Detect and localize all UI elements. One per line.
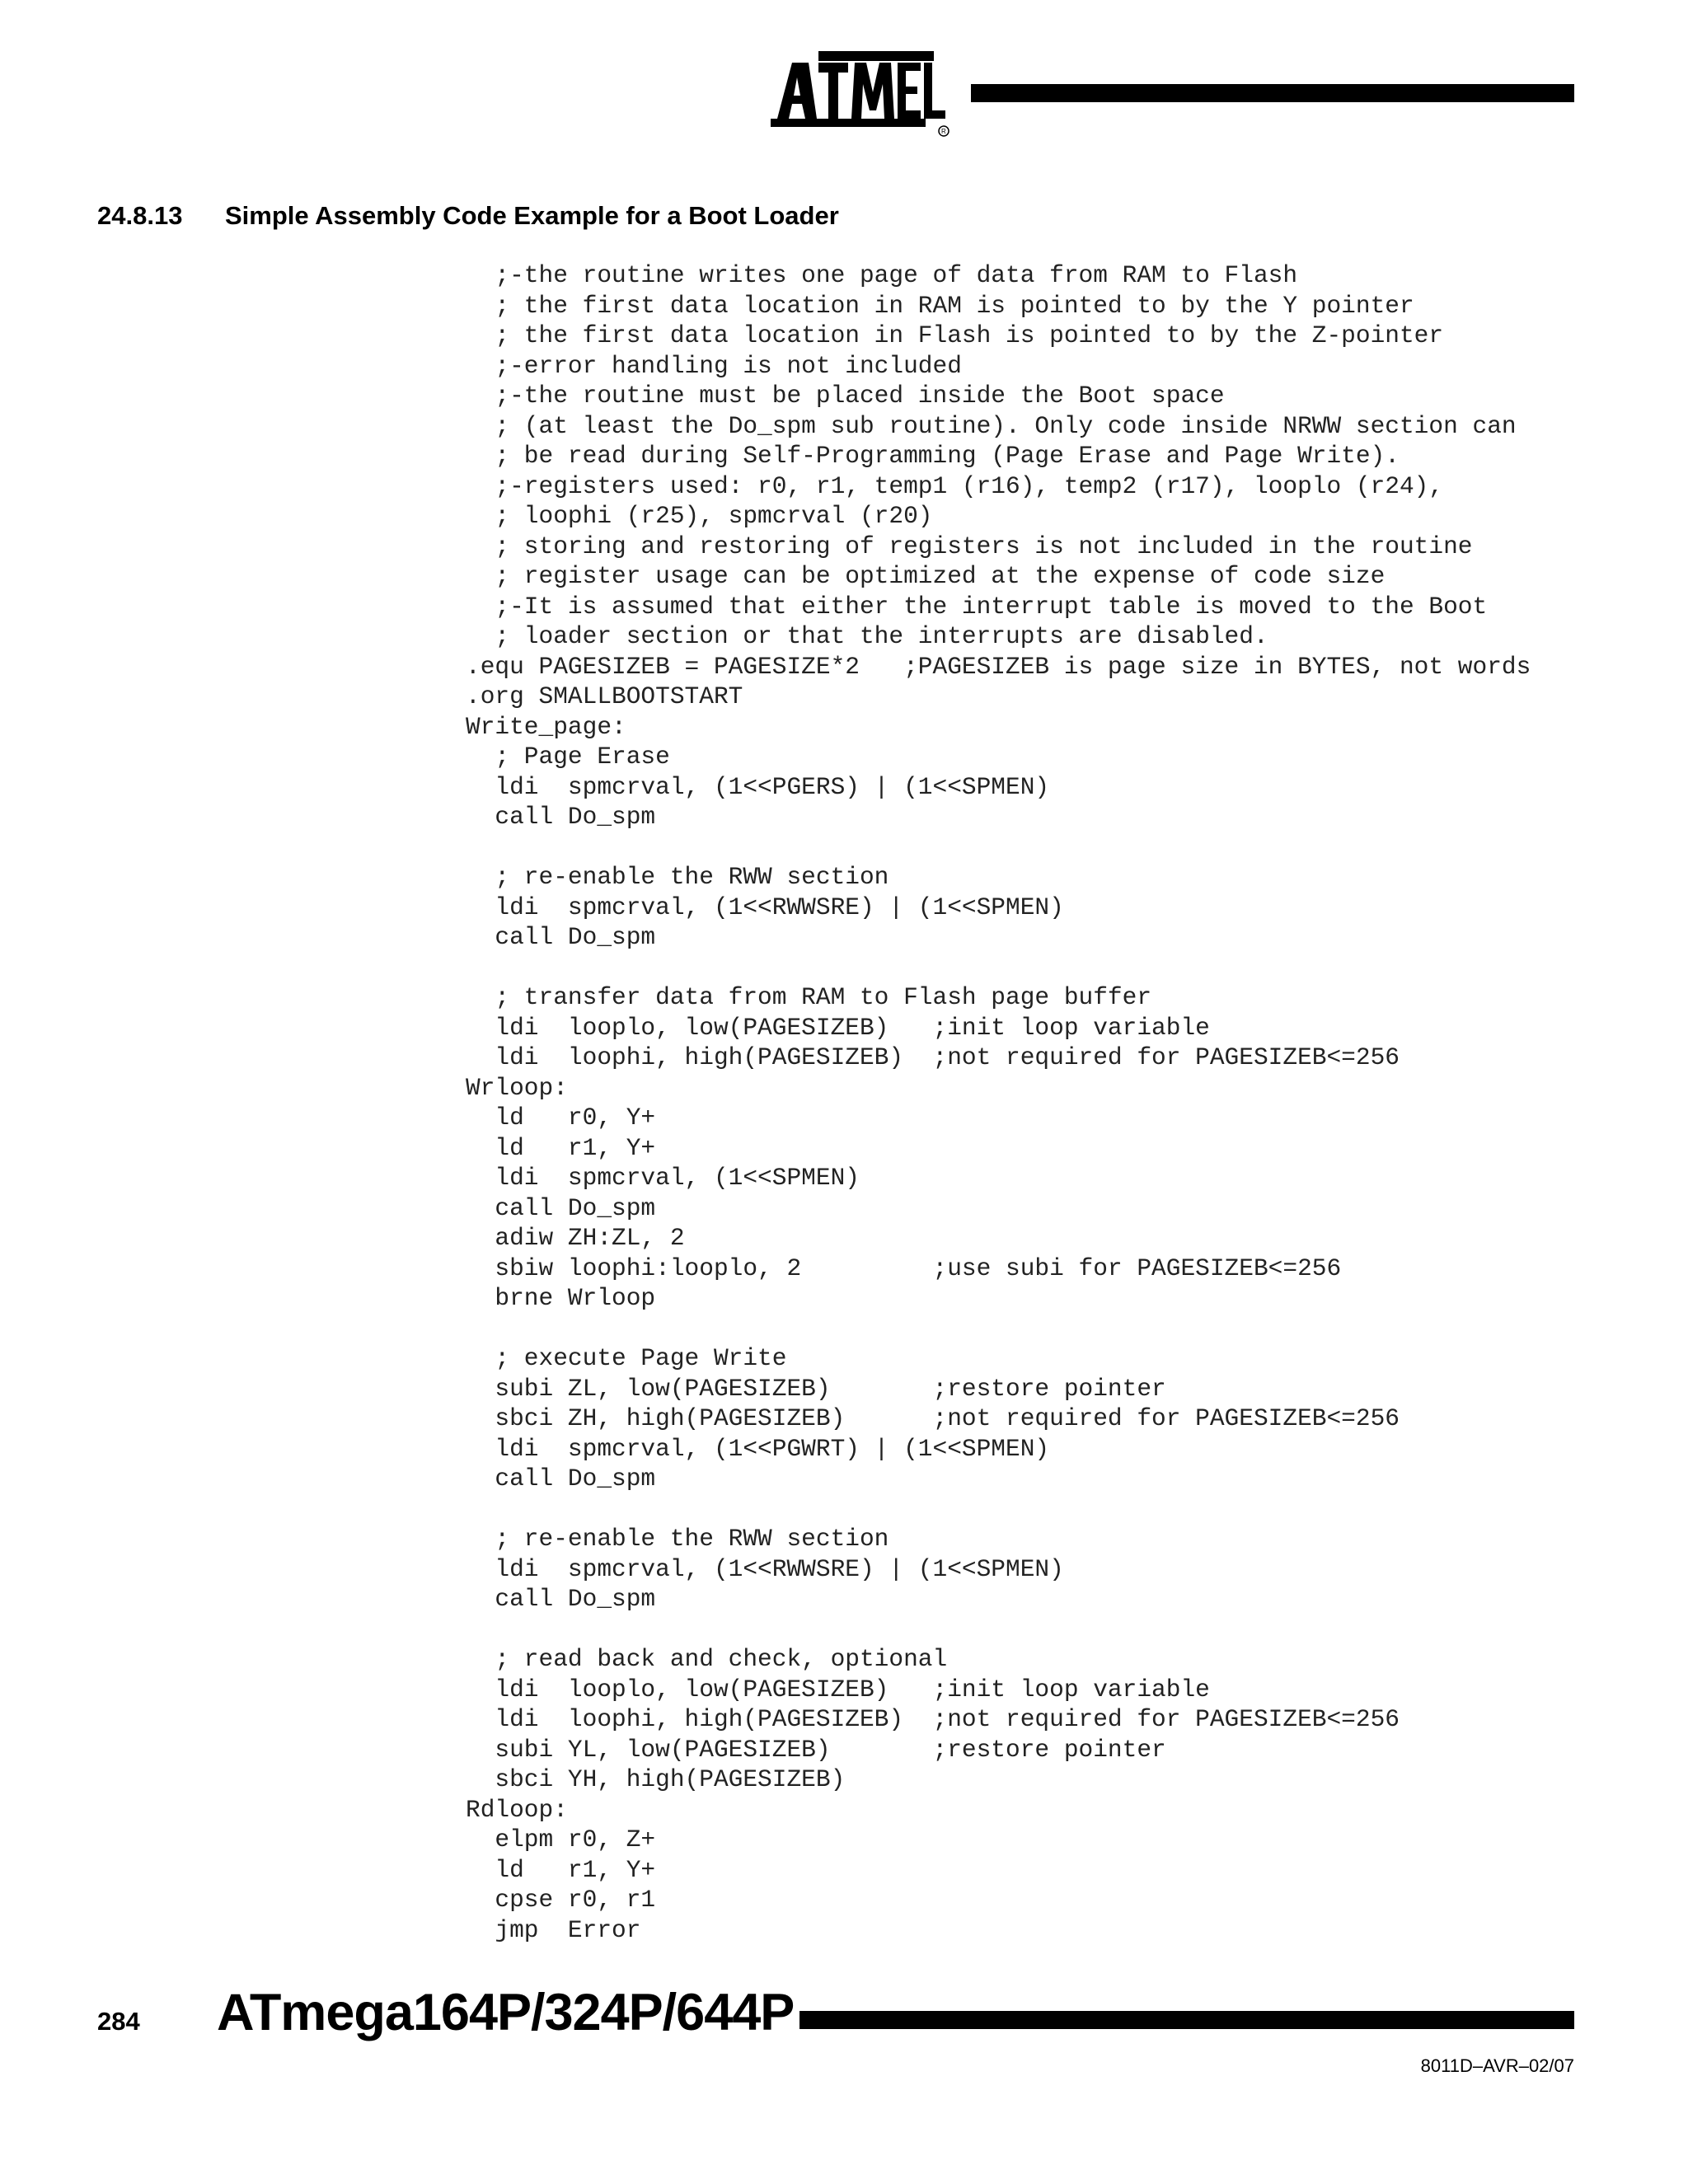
code-line xyxy=(466,1494,1531,1525)
assembly-code-block xyxy=(466,260,1531,1945)
code-line: ; (at least the Do_spm sub routine). Only code inside NRWW section can xyxy=(466,411,1517,440)
code-line: ldi loophi, high(PAGESIZEB) ;not required for PAGESIZEB<=256 xyxy=(466,1043,1400,1071)
code-line: ;-error handling is not included xyxy=(466,351,962,380)
code-line: ; loader section or that the interrupts are disabled. xyxy=(466,622,1268,650)
code-line: ; the first data location in Flash is pointed to by the Z-pointer xyxy=(466,321,1444,349)
code-line: ld r0, Y+ xyxy=(466,1104,656,1132)
code-line: elpm r0, Z+ xyxy=(466,1825,656,1854)
code-line: sbci ZH, high(PAGESIZEB) ;not required for PAGESIZEB<=256 xyxy=(466,1404,1400,1432)
code-line xyxy=(466,1314,1531,1344)
svg-text:R: R xyxy=(941,128,946,135)
code-line: call Do_spm xyxy=(466,923,656,951)
code-line: brne Wrloop xyxy=(466,1284,656,1312)
code-line: ldi spmcrval, (1<<PGERS) | (1<<SPMEN) xyxy=(466,772,1050,801)
code-line: jmp Error xyxy=(466,1915,641,1944)
code-line: ldi spmcrval, (1<<PGWRT) | (1<<SPMEN) xyxy=(466,1434,1050,1463)
code-line: Write_page: xyxy=(466,712,626,741)
code-line: subi YL, low(PAGESIZEB) ;restore pointer xyxy=(466,1735,1166,1764)
code-line: ; Page Erase xyxy=(466,743,670,771)
code-line: .org SMALLBOOTSTART xyxy=(466,682,743,710)
code-line: cpse r0, r1 xyxy=(466,1886,656,1914)
footer-rule xyxy=(799,2011,1574,2029)
code-line: ld r1, Y+ xyxy=(466,1133,656,1162)
code-line xyxy=(466,832,1531,863)
code-line: adiw ZH:ZL, 2 xyxy=(466,1224,685,1252)
code-line: ; the first data location in RAM is pointed to by the Y pointer xyxy=(466,291,1414,320)
code-line: ld r1, Y+ xyxy=(466,1855,656,1884)
code-line: ldi spmcrval, (1<<SPMEN) xyxy=(466,1164,860,1192)
document-code: 8011D–AVR–02/07 xyxy=(1420,2055,1574,2076)
section-title: Simple Assembly Code Example for a Boot Loader xyxy=(225,201,839,230)
code-line: ;-It is assumed that either the interrupt table is moved to the Boot xyxy=(466,592,1488,621)
code-line: subi ZL, low(PAGESIZEB) ;restore pointer xyxy=(466,1374,1166,1403)
code-line: ; transfer data from RAM to Flash page buffer xyxy=(466,983,1152,1011)
code-line: sbci YH, high(PAGESIZEB) xyxy=(466,1765,846,1793)
code-line: ldi loophi, high(PAGESIZEB) ;not required for PAGESIZEB<=256 xyxy=(466,1705,1400,1733)
code-line xyxy=(466,1615,1531,1645)
code-line: ; execute Page Write xyxy=(466,1344,787,1372)
code-line: .equ PAGESIZEB = PAGESIZE*2 ;PAGESIZEB is page size in BYTES, not words xyxy=(466,652,1531,681)
code-line xyxy=(466,953,1531,983)
code-line: call Do_spm xyxy=(466,803,656,831)
code-line: ldi spmcrval, (1<<RWWSRE) | (1<<SPMEN) xyxy=(466,1554,1064,1583)
code-line: ; loophi (r25), spmcrval (r20) xyxy=(466,502,933,530)
code-line: call Do_spm xyxy=(466,1193,656,1222)
code-line: ;-the routine writes one page of data from RAM to Flash xyxy=(466,261,1298,289)
code-line: Wrloop: xyxy=(466,1073,568,1102)
code-line: sbiw loophi:looplo, 2 ;use subi for PAGESIZEB<=256 xyxy=(466,1254,1342,1282)
code-line: call Do_spm xyxy=(466,1465,656,1493)
code-line: Rdloop: xyxy=(466,1795,568,1824)
section-number: 24.8.13 xyxy=(97,201,183,230)
code-line: ; re-enable the RWW section xyxy=(466,863,889,891)
code-line: ; re-enable the RWW section xyxy=(466,1525,889,1553)
code-line: ;-the routine must be placed inside the Boot space xyxy=(466,382,1225,410)
header-rule xyxy=(971,84,1574,102)
code-line: ldi looplo, low(PAGESIZEB) ;init loop variable xyxy=(466,1013,1210,1042)
code-line: call Do_spm xyxy=(466,1585,656,1613)
code-line: ldi looplo, low(PAGESIZEB) ;init loop variable xyxy=(466,1675,1210,1704)
code-line: ; be read during Self-Programming (Page Erase and Page Write). xyxy=(466,442,1400,470)
page-number: 284 xyxy=(97,2007,140,2036)
document-title: ATmega164P/324P/644P xyxy=(217,1984,795,2041)
section-heading xyxy=(97,201,839,231)
code-line: ; read back and check, optional xyxy=(466,1645,948,1673)
code-line: ; storing and restoring of registers is not included in the routine xyxy=(466,532,1473,560)
code-line: ldi spmcrval, (1<<RWWSRE) | (1<<SPMEN) xyxy=(466,893,1064,921)
code-line: ;-registers used: r0, r1, temp1 (r16), temp2 (r17), looplo (r24), xyxy=(466,471,1444,500)
code-line: ; register usage can be optimized at the expense of code size xyxy=(466,562,1386,590)
atmel-logo xyxy=(771,51,952,137)
